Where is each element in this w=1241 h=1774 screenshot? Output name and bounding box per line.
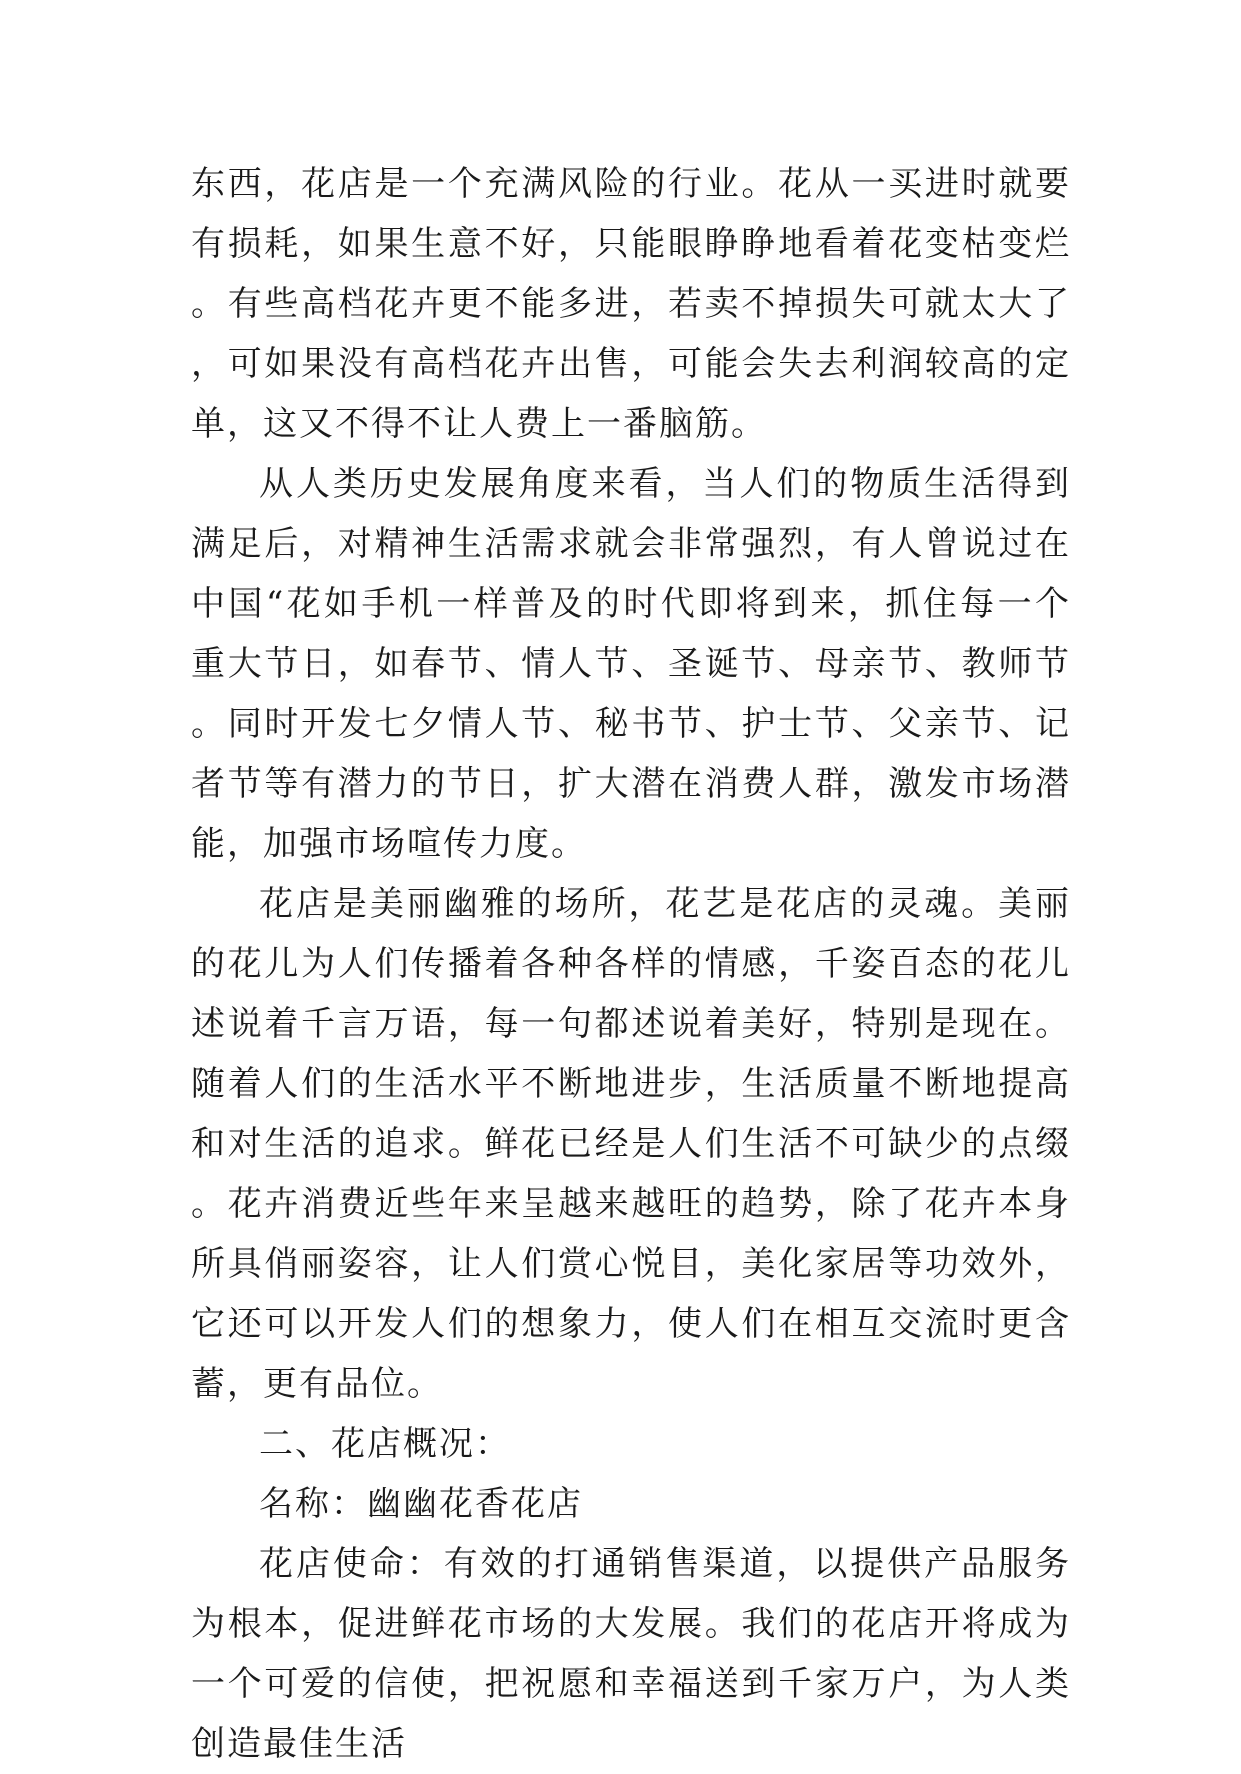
- shop-name: 名称：幽幽花香花店: [259, 1484, 583, 1524]
- shop-mission: 花店使命：有效的打通销售渠道，以提供产品服务为根本，促进鲜花市场的大发展。我们的花店开将成为一个可爱的信使，把祝愿和幸福送到千家万户，为人类创造最佳生活: [191, 1544, 1071, 1764]
- section-heading-overview: 二、花店概况：: [259, 1424, 511, 1464]
- paragraph-floral-art: 花店是美丽幽雅的场所，花艺是花店的灵魂。美丽的花儿为人们传播着各种各样的情感，千姿百态的花儿述说着千言万语，每一句都述说着美好，特别是现在。随着人们的生活水平不断地进步，生活质量不断地提高和对生活的追求。鲜花已经是人们生活不可缺少的点缀。花卉消费近些年来呈越来越旺的趋势，除了花卉本身所具俏丽姿容，让人们赏心悦目，美化家居等功效外，它还可以开发人们的想象力，使人们在相互交流时更含蓄，更有品位。: [191, 884, 1071, 1404]
- body-text: [191, 154, 1071, 1774]
- paragraph-risk: 东西，花店是一个充满风险的行业。花从一买进时就要有损耗，如果生意不好，只能眼睁睁地看着花变枯变烂。有些高档花卉更不能多进，若卖不掉损失可就太大了，可如果没有高档花卉出售，可能会失去利润较高的定单，这又不得不让人费上一番脑筋。: [191, 164, 1071, 444]
- paragraph-history: 从人类历史发展角度来看，当人们的物质生活得到满足后，对精神生活需求就会非常强烈，有人曾说过在中国“花如手机一样普及的时代即将到来，抓住每一个重大节日，如春节、情人节、圣诞节、母亲节、教师节。同时开发七夕情人节、秘书节、护士节、父亲节、记者节等有潜力的节日，扩大潜在消费人群，激发市场潜能，加强市场喧传力度。: [191, 464, 1071, 864]
